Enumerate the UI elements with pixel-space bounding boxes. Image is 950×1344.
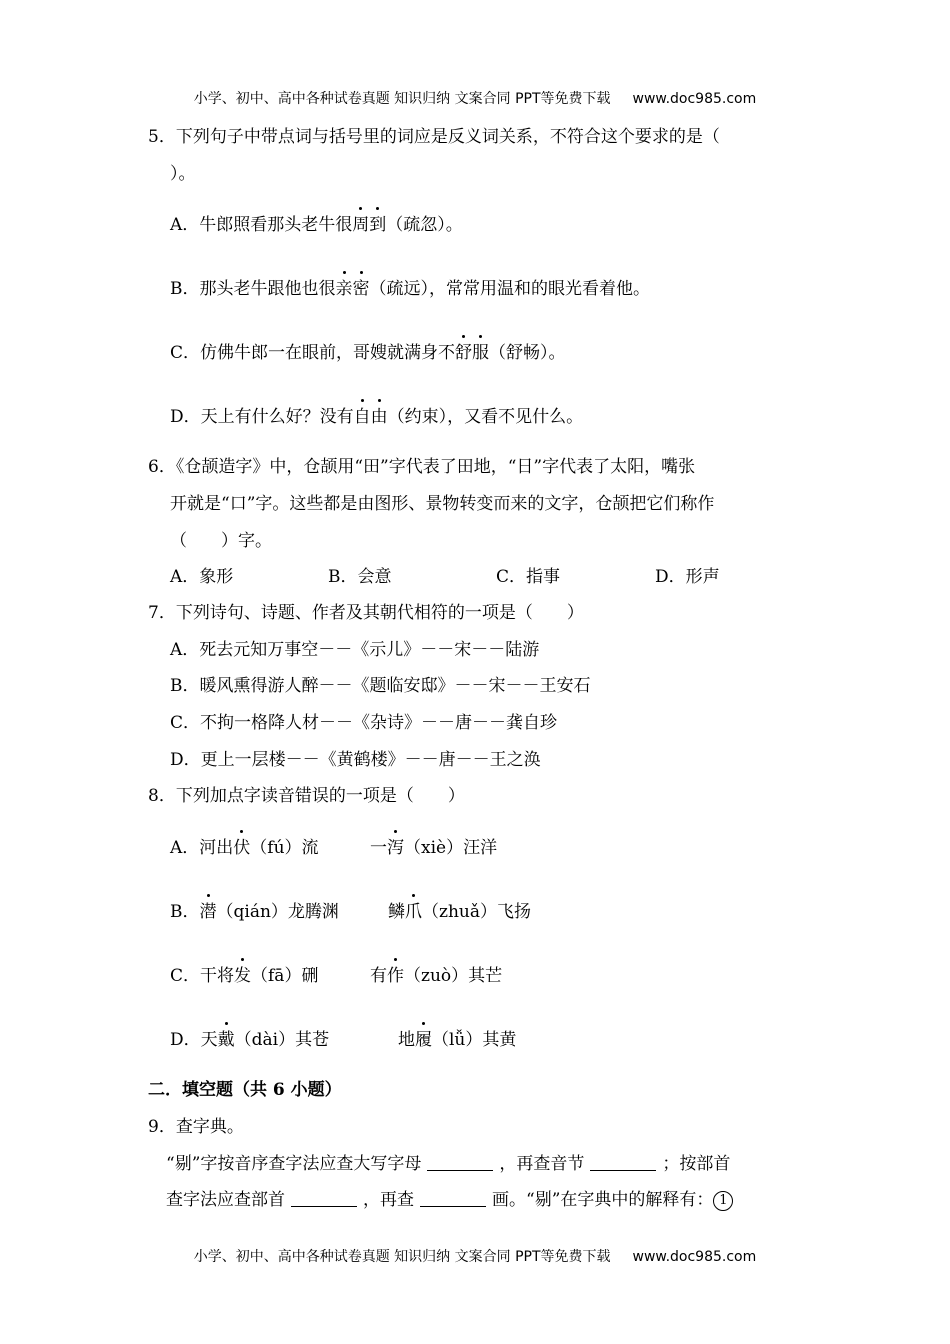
q8-option-a-second <box>370 836 497 860</box>
q8-option-d <box>170 1028 329 1052</box>
q9-l2c: 画。“剔”在字典中的解释有： <box>492 1190 714 1210</box>
blank-strokes[interactable] <box>420 1190 486 1207</box>
header-url: www.doc985.com <box>632 91 757 107</box>
q5-option-c <box>170 341 566 365</box>
q5-b-dotted-2: 密 <box>352 279 370 299</box>
q8-c-dotted-1: 发 <box>234 966 252 986</box>
q8-d-p4: （lǚ）其黄 <box>432 1030 517 1050</box>
q5-c-dotted-2: 服 <box>472 343 490 363</box>
q8-c-p2: （fā）硎 <box>251 966 319 986</box>
q9-l2b: ，再查 <box>363 1190 414 1210</box>
q5-a-dotted-2: 到 <box>369 215 387 235</box>
q5-a-dotted-1: 周 <box>352 215 370 235</box>
blank-letter[interactable] <box>427 1154 493 1171</box>
q5-stem-line1: 5．下列句子中带点词与括号里的词应是反义词关系，不符合这个要求的是（ <box>148 127 720 147</box>
q7-option-c: C．不拘一格降人材－－《杂诗》－－唐－－龚自珍 <box>170 713 558 733</box>
q8-b-p3: 鳞 <box>388 902 405 922</box>
q6-option-c: C．指事 <box>496 567 561 587</box>
q8-stem: 8．下列加点字读音错误的一项是（ ） <box>148 786 465 806</box>
q8-option-c-second <box>370 964 502 988</box>
footer-url: www.doc985.com <box>632 1249 757 1265</box>
q9-stem: 9．查字典。 <box>148 1117 244 1137</box>
q8-d-p1: D．天 <box>170 1030 218 1050</box>
q6-line3: （ ）字。 <box>170 531 272 551</box>
q9-line2 <box>166 1188 733 1212</box>
q8-b-p2: （qián）龙腾渊 <box>216 902 339 922</box>
q6-line2: 开就是“口”字。这些都是由图形、景物转变而来的文字，仓颉把它们称作 <box>170 494 715 514</box>
q8-c-p4: （zuò）其芒 <box>404 966 503 986</box>
q8-d-p2: （dài）其苍 <box>234 1030 330 1050</box>
q5-d-pre: D．天上有什么好？没有 <box>170 407 354 427</box>
q9-l1c: ；按部首 <box>662 1154 731 1174</box>
q7-option-b: B．暖风熏得游人醉－－《题临安邸》－－宋－－王安石 <box>170 676 591 696</box>
q5-b-pre: B．那头老牛跟他也很 <box>170 279 336 299</box>
q5-a-post: （疏忽）。 <box>386 215 463 235</box>
q8-c-dotted-2: 作 <box>387 966 404 986</box>
q9-line1 <box>166 1152 730 1176</box>
q5-a-pre: A．牛郎照看那头老牛很 <box>170 215 353 235</box>
q6-option-d: D．形声 <box>655 567 720 587</box>
q6-option-b: B．会意 <box>328 567 392 587</box>
q8-a-p1: A．河出 <box>170 838 234 858</box>
q5-option-d <box>170 405 583 429</box>
q5-c-post: （舒畅）。 <box>489 343 566 363</box>
q8-option-d-second <box>398 1028 516 1052</box>
q8-b-dotted-1: 潜 <box>199 902 217 922</box>
q7-option-a: A．死去元知万事空－－《示儿》－－宋－－陆游 <box>170 640 540 660</box>
q8-a-dotted-1: 伏 <box>233 838 251 858</box>
q8-d-dotted-2: 履 <box>415 1030 432 1050</box>
q7-stem: 7．下列诗句、诗题、作者及其朝代相符的一项是（ ） <box>148 603 584 623</box>
blank-radical[interactable] <box>291 1190 357 1207</box>
q6-line1: 6．《仓颉造字》中，仓颉用“田”字代表了田地，“日”字代表了太阳，嘴张 <box>148 457 696 477</box>
q5-c-pre: C．仿佛牛郎一在眼前，哥嫂就满身不 <box>170 343 456 363</box>
q8-b-p4: （zhuǎ）飞扬 <box>422 902 531 922</box>
q5-d-dotted-2: 由 <box>370 407 388 427</box>
q5-b-dotted-1: 亲 <box>335 279 353 299</box>
section-title: 二．填空题（共 6 小题） <box>148 1080 342 1100</box>
q8-d-dotted-1: 戴 <box>217 1030 235 1050</box>
q8-b-dotted-2: 爪 <box>405 902 422 922</box>
q8-option-c <box>170 964 318 988</box>
q8-a-p4: （xiè）汪洋 <box>404 838 498 858</box>
footer-text: 小学、初中、高中各种试卷真题 知识归纳 文案合同 PPT等免费下载 <box>193 1249 611 1265</box>
q8-a-dotted-2: 泻 <box>387 838 404 858</box>
q9-l1b: ，再查音节 <box>499 1154 585 1174</box>
q8-a-p3: 一 <box>370 838 387 858</box>
q8-d-p3: 地 <box>398 1030 415 1050</box>
q5-d-dotted-1: 自 <box>353 407 371 427</box>
q6-option-a: A．象形 <box>170 567 234 587</box>
q5-option-b <box>170 277 650 301</box>
q5-stem-line2: ）。 <box>170 164 196 184</box>
q5-c-dotted-1: 舒 <box>455 343 473 363</box>
q8-a-p2: （fú）流 <box>250 838 319 858</box>
q7-option-d: D．更上一层楼－－《黄鹤楼》－－唐－－王之涣 <box>170 750 541 770</box>
header-text: 小学、初中、高中各种试卷真题 知识归纳 文案合同 PPT等免费下载 <box>193 91 611 107</box>
q8-option-a <box>170 836 319 860</box>
q9-l2a: 查字法应查部首 <box>166 1190 285 1210</box>
q8-b-p1: B． <box>170 902 200 922</box>
q5-option-a <box>170 213 463 237</box>
q8-c-p1: C．干将 <box>170 966 235 986</box>
page-header <box>0 88 950 108</box>
q5-d-post: （约束），又看不见什么。 <box>387 407 584 427</box>
q8-option-b <box>170 900 339 924</box>
q8-option-b-second <box>388 900 531 924</box>
q8-c-p3: 有 <box>370 966 387 986</box>
blank-syllable[interactable] <box>590 1154 656 1171</box>
q5-b-post: （疏远），常常用温和的眼光看着他。 <box>369 279 650 299</box>
q9-l1a: “剔”字按音序查字法应查大写字母 <box>166 1154 422 1174</box>
circled-number-1: 1 <box>713 1191 733 1211</box>
page-footer <box>0 1246 950 1266</box>
